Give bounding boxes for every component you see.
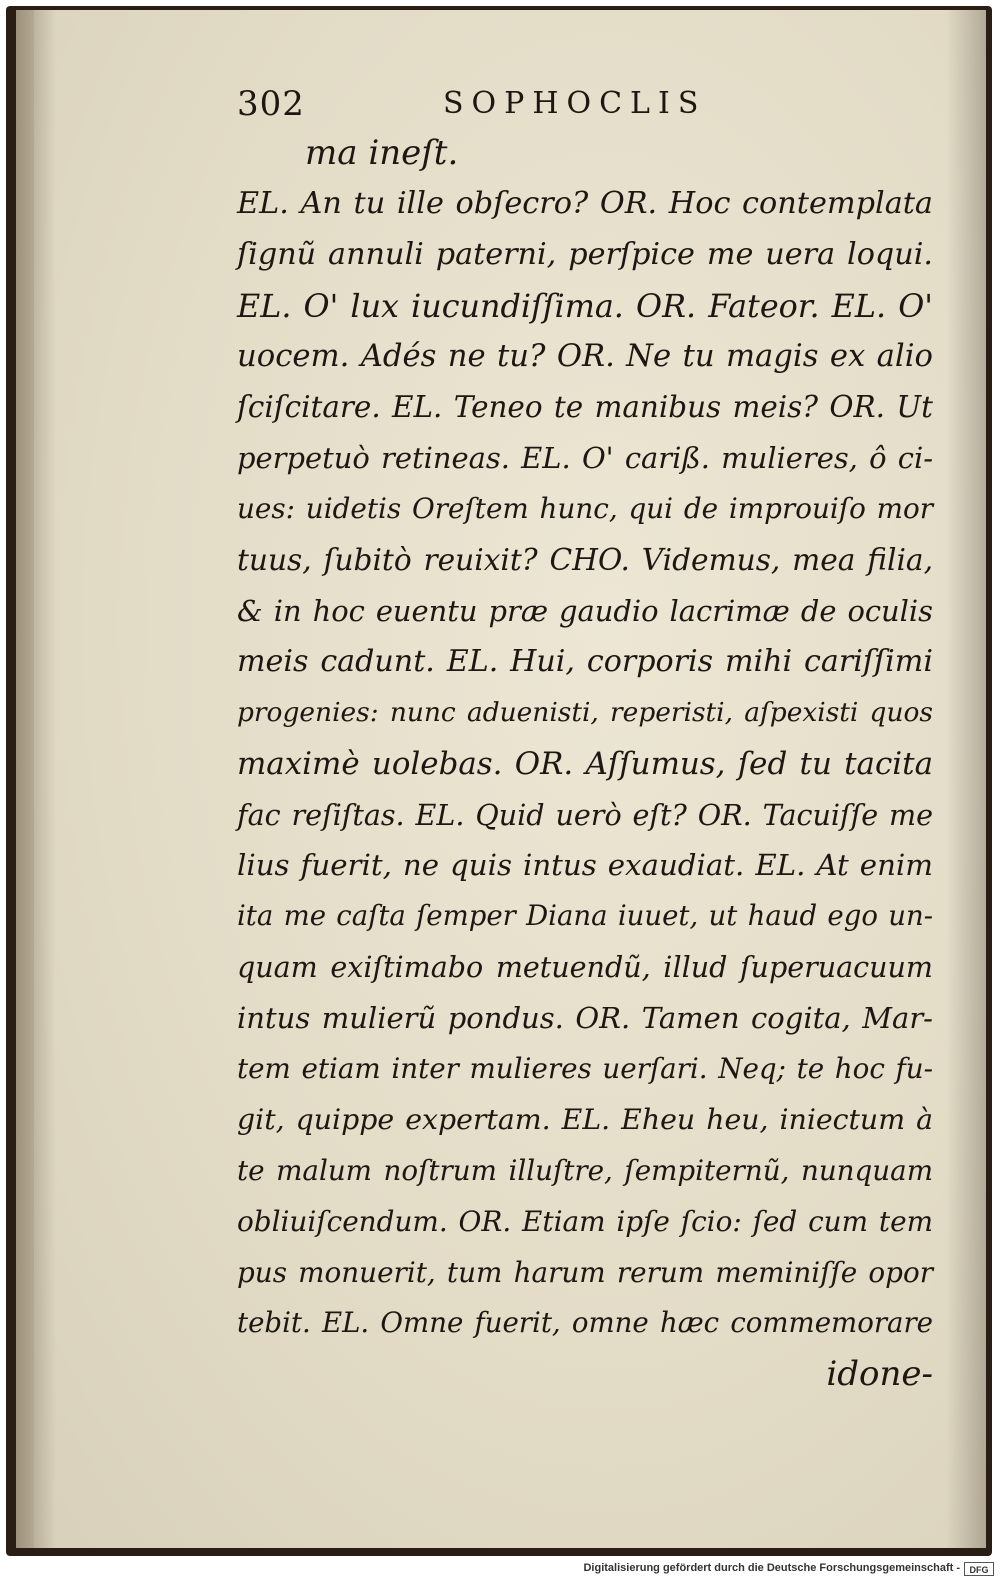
text-line: & in hoc euentu præ gaudio lacrimæ de oculis [237,594,933,629]
text-line: EL. An tu ille obſecro? OR. Hoc contemplata [237,185,933,221]
page-header [237,84,757,128]
text-line: git, quippe expertam. EL. Eheu heu, iniectum à [237,1102,933,1136]
text-line: tem etiam inter mulieres uerſari. Neq; te hoc fu- [237,1052,933,1086]
text-line: fac reſiſtas. EL. Quid uerò eſt? OR. Tacuiſſe me [237,797,933,832]
text-line: tuus, ſubitò reuixit? CHO. Videmus, mea filia, [237,543,933,578]
text-line: ues: uidetis Oreſtem hunc, qui de improuiſo mor [237,492,933,526]
catchword: idone- [826,1354,933,1395]
page-number: 302 [237,84,305,124]
gutter-shadow [16,10,56,1548]
funding-credit: Digitalisierung gefördert durch die Deutsche Forschungsgemeinschaft - [583,1562,960,1574]
text-line: maximè uolebas. OR. Aſſumus, ſed tu tacita [237,745,933,782]
text-line: ſignũ annuli paterni, perſpice me uera loqui. [237,236,933,272]
text-line: ma ineſt. [305,133,459,173]
text-line: intus mulierũ pondus. OR. Tamen cogita, Mar- [237,1001,933,1036]
text-line: EL. O' lux iucundiſſima. OR. Fateor. EL. O' [237,286,933,325]
text-line: tebit. EL. Omne fuerit, omne hæc commemorare [237,1306,933,1340]
text-line: meis cadunt. EL. Hui, corporis mihi cariſſimi [237,643,933,679]
dfg-logo: DFG [964,1562,994,1576]
text-line: progenies: nunc aduenisti, reperisti, aſpexisti quos [237,696,933,728]
text-line: ita me caſta ſemper Diana iuuet, ut haud ego un- [237,900,933,933]
text-line: lius fuerit, ne quis intus exaudiat. EL. At enim [237,848,933,883]
running-title: SOPHOCLIS [443,86,707,121]
text-line: perpetuò retineas. EL. O' cariß. mulieres, ô ci- [237,441,933,476]
text-line: obliuiſcendum. OR. Etiam ipſe ſcio: ſed cum tem [237,1204,933,1238]
text-line: pus monuerit, tum harum rerum meminiſſe opor [237,1255,933,1289]
body-text [237,128,933,1400]
digitization-footer [0,1558,1000,1582]
text-line: ſciſcitare. EL. Teneo te manibus meis? OR. Ut [237,390,933,425]
text-line: te malum noſtrum illuſtre, ſempiternũ, nunquam [237,1153,933,1187]
page-edge-shadow [946,10,986,1548]
text-line: uocem. Adés ne tu? OR. Ne tu magis ex alio [237,338,933,374]
text-line: quam exiſtimabo metuendũ, illud ſuperuacuum [237,950,933,985]
